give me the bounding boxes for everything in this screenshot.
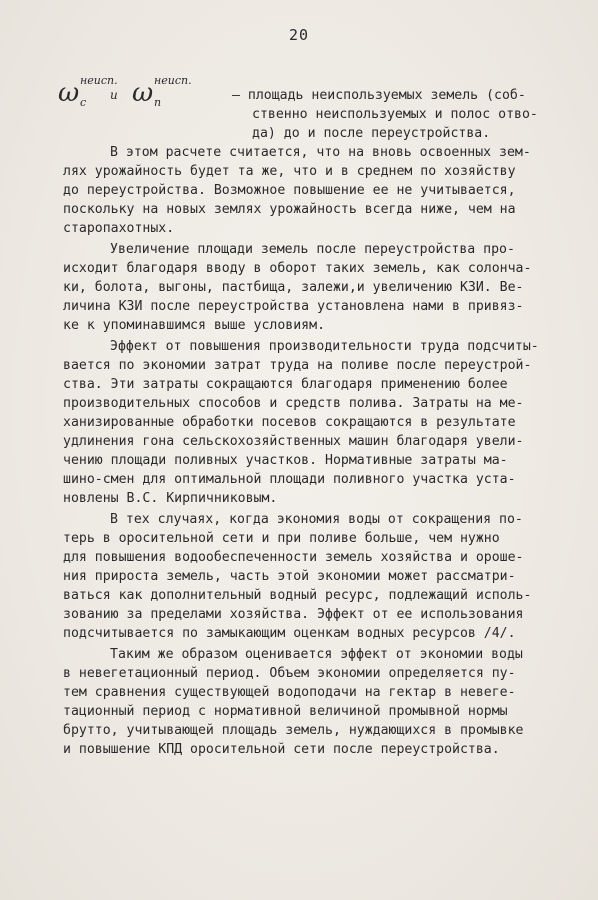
text-line: удлинения гона сельскохозяйственных машин благодаря увели- — [63, 434, 524, 449]
text-line: да) до и после переустройства. — [252, 126, 491, 141]
text-line: и повышение КПД оросительной сети после переустройства. — [63, 742, 500, 757]
text-line: до переустройства. Возможное повышение ее не учитывается, — [63, 183, 516, 198]
text-line: терь в оросительной сети и при поливе больше, чем нужно — [63, 531, 500, 546]
text-line: В тех случаях, когда экономия воды от сокращения по- — [110, 512, 523, 527]
omega-superscript-right: неисп. — [154, 74, 192, 87]
omega-subscript-left: с — [80, 96, 87, 109]
text-line: ства. Эти затраты сокращаются благодаря применению более — [63, 377, 508, 392]
text-line: лях урожайность будет та же, что и в среднем по хозяйству — [63, 164, 516, 179]
omega-symbol-left: ω — [58, 78, 80, 108]
text-line: ханизированные обработки посевов сокращаются в результате — [63, 415, 516, 430]
formula-omega — [58, 74, 238, 114]
omega-subscript-right: п — [154, 96, 162, 109]
text-line: тем сравнения существующей водоподачи на гектар в невеге- — [63, 685, 516, 700]
text-line: шино-смен для оптимальной площади поливного участка уста- — [63, 472, 516, 487]
text-line: поскольку на новых землях урожайность всегда ниже, чем на — [63, 202, 516, 217]
text-line: – площадь неиспользуемых земель (соб- — [232, 88, 526, 103]
text-line: В этом расчете считается, что на вновь освоенных зем- — [110, 145, 531, 160]
formula-conjunction: и — [110, 88, 118, 102]
text-line: ке к упоминавшимся выше условиям. — [63, 318, 326, 333]
omega-symbol-right: ω — [132, 78, 154, 108]
text-line: производительных способов и средств полива. Затраты на ме- — [63, 396, 524, 411]
text-line: Увеличение площади земель после переустройства про- — [110, 242, 515, 257]
text-line: в невегетационный период. Объем экономии определяется пу- — [63, 666, 516, 681]
text-line: зованию за пределами хозяйства. Эффект от ее использования — [63, 607, 524, 622]
page-number: 20 — [288, 26, 310, 44]
text-line: ственно неиспользуемых и полос отво- — [252, 107, 538, 122]
text-line: для повышения водообеспеченности земель хозяйства и ороше- — [63, 550, 524, 565]
text-line: чению площади поливных участков. Нормативные затраты ма- — [63, 453, 508, 468]
text-line: ки, болота, выгоны, пастбища, залежи,и увеличению КЗИ. Ве- — [63, 280, 524, 295]
text-line: Таким же образом оценивается эффект от экономии воды — [110, 647, 523, 662]
text-line: вается по экономии затрат труда на поливе после переустрой- — [63, 358, 532, 373]
text-line: ния прироста земель, часть этой экономии может рассматри- — [63, 569, 516, 584]
text-line: ваться как дополнительный водный ресурс, подлежащий исполь- — [63, 588, 532, 603]
text-line: личина КЗИ после переустройства установлена нами в привяз- — [63, 299, 524, 314]
text-line: исходит благодаря вводу в оборот таких земель, как солонча- — [63, 261, 532, 276]
omega-superscript-left: неисп. — [80, 74, 118, 87]
text-line: брутто, учитывающей площадь земель, нуждающихся в промывке — [63, 723, 524, 738]
text-line: старопахотных. — [63, 221, 175, 236]
text-line: Эффект от повышения производительности труда подсчиты- — [110, 339, 539, 354]
text-line: подсчитывается по замыкающим оценкам водных ресурсов /4/. — [63, 626, 516, 641]
text-line: тационный период с нормативной величиной промывной нормы — [63, 704, 508, 719]
text-line: новлены В.С. Кирпичниковым. — [63, 491, 278, 506]
